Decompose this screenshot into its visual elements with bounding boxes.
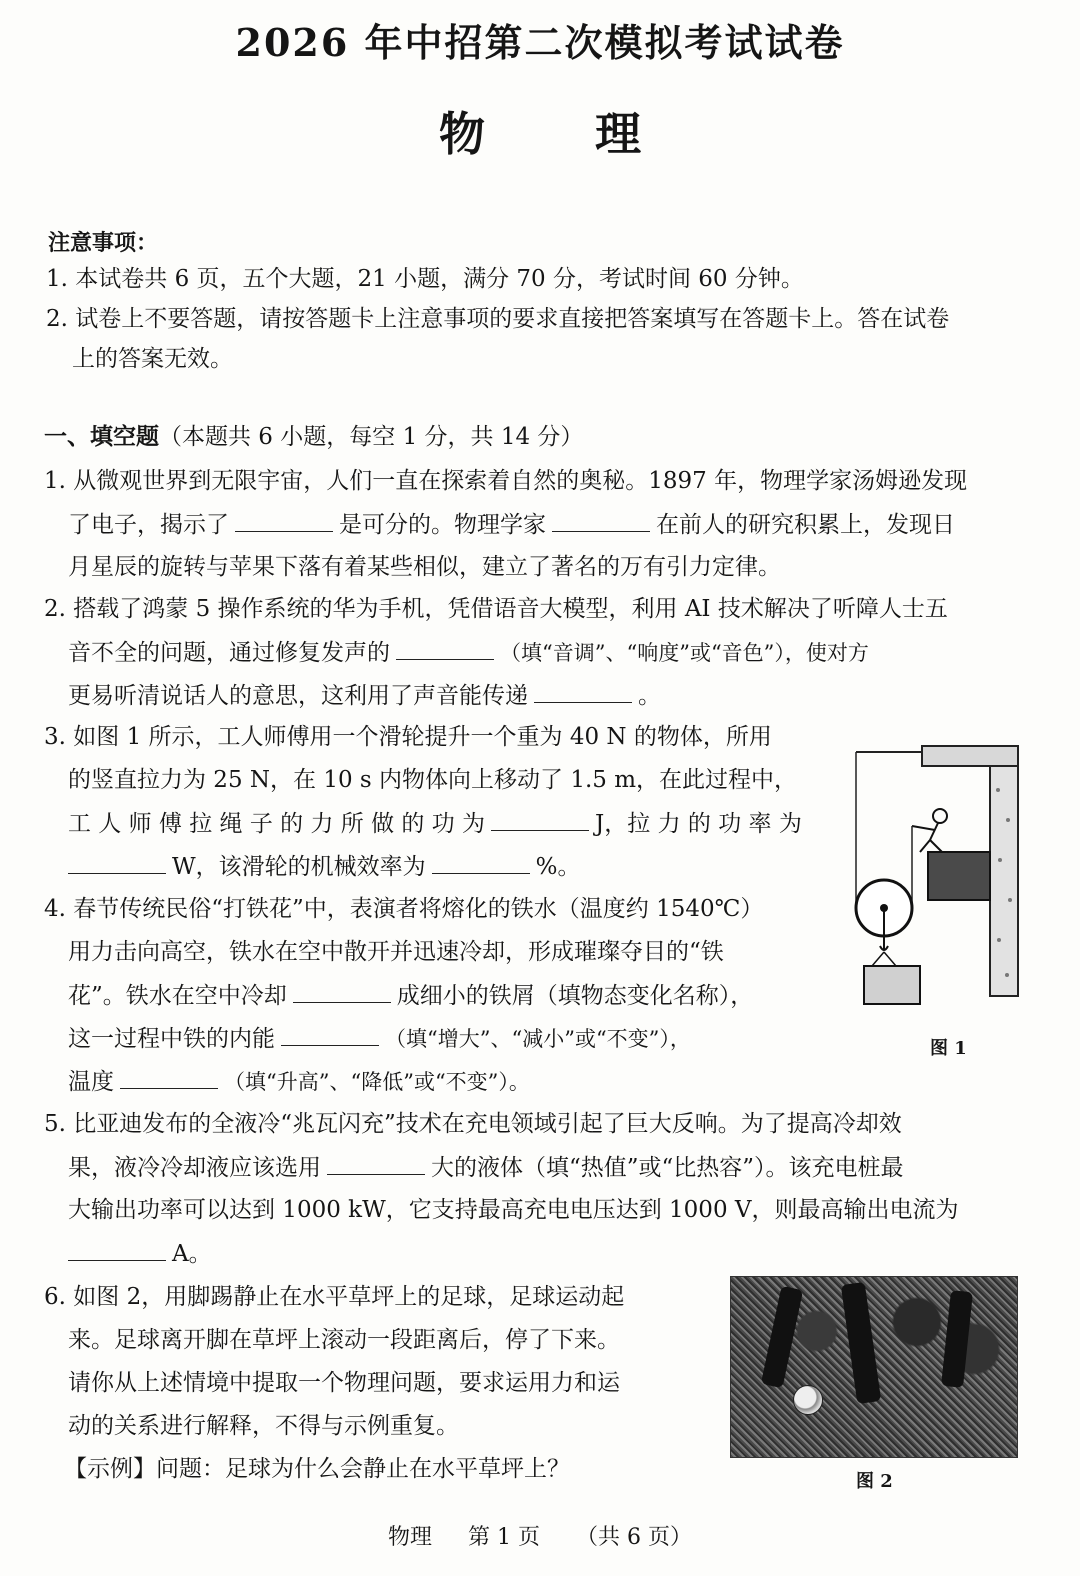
figure-1-pulley-diagram: [850, 740, 1026, 1008]
exam-title: 2026 年中招第二次模拟考试试卷: [235, 20, 845, 65]
q2-line-2: [68, 641, 869, 665]
q2-text-c: 更易听清说话人的意思，这利用了声音能传递: [68, 683, 528, 709]
figure-2-soccer-photo: [730, 1276, 1018, 1458]
q3-text-d: %。: [535, 854, 581, 880]
q4-line-3: [68, 984, 753, 1008]
q5-text-c: A。: [172, 1241, 212, 1267]
q1-line-2: [68, 513, 955, 537]
q3-line-2: 的竖直拉力为 25 N，在 10 s 内物体向上移动了 1.5 m，在此过程中，: [68, 767, 798, 793]
q4-text-b: 成细小的铁屑（填物态变化名称），: [396, 983, 754, 1009]
q3-text-b: J，拉 力 的 功 率 为: [595, 811, 802, 837]
q5-line-3: 大输出功率可以达到 1000 kW，它支持最高充电电压达到 1000 V，则最高输出电流为: [68, 1197, 959, 1223]
q4-line-4: [68, 1027, 691, 1051]
q3-line-4: [62, 855, 581, 879]
q3-text-a: 工 人 师 傅 拉 绳 子 的 力 所 做 的 功 为: [68, 811, 486, 837]
q4-text-a: 花”。铁水在空中冷却: [68, 983, 287, 1009]
notice-line-2: 2. 试卷上不要答题，请按答题卡上注意事项的要求直接把答案填写在答题卡上。答在试卷: [46, 306, 950, 332]
q2-text-d: 。: [638, 683, 661, 709]
q5-line-1: 5. 比亚迪发布的全液冷“兆瓦闪充”技术在充电领域引起了巨大反响。为了提高冷却效: [44, 1111, 902, 1137]
player-leg-shape: [761, 1286, 803, 1388]
player-leg-shape: [941, 1290, 973, 1388]
section-label: 一、填空题: [44, 423, 159, 450]
subject-title: 物理: [439, 107, 751, 161]
answer-blank: [396, 641, 494, 660]
q2-text-a: 音不全的问题，通过修复发声的: [68, 640, 390, 666]
q2-text-b: （填“音调”、“响度”或“音色”），使对方: [500, 641, 869, 665]
answer-blank: [534, 684, 632, 703]
q6-line-2: 来。足球离开脚在草坪上滚动一段距离后，停了下来。: [68, 1327, 620, 1353]
answer-blank: [68, 1242, 166, 1261]
q6-line-1: 6. 如图 2，用脚踢静止在水平草坪上的足球，足球运动起: [44, 1284, 625, 1310]
page-footer: [0, 1520, 1080, 1551]
q1-text-a: 了电子，揭示了: [68, 512, 229, 538]
footer-subject: 物理: [388, 1525, 433, 1550]
q5-text-a: 果，液冷冷却液应该选用: [68, 1155, 321, 1181]
q4-text-d: （填“增大”、“减小”或“不变”），: [385, 1027, 691, 1051]
footer-total: （共 6 页）: [576, 1525, 692, 1550]
q5-text-b: 大的液体（填“热值”或“比热容”）。该充电桩最: [431, 1155, 904, 1181]
q3-line-3: [68, 812, 802, 836]
q6-line-3: 请你从上述情境中提取一个物理问题，要求运用力和运: [68, 1370, 620, 1396]
q1-line-3: 月星辰的旋转与苹果下落有着某些相似，建立了著名的万有引力定律。: [68, 554, 781, 580]
q4-text-e: 温度: [68, 1069, 114, 1095]
answer-blank: [120, 1070, 218, 1089]
q2-line-3: [68, 684, 661, 708]
q3-text-c: W，该滑轮的机械效率为: [172, 854, 426, 880]
q1-text-b: 是可分的。物理学家: [339, 512, 546, 538]
notice-line-3: 上的答案无效。: [72, 346, 233, 372]
answer-blank: [68, 855, 166, 874]
answer-blank: [235, 513, 333, 532]
notice-line-1: 1. 本试卷共 6 页，五个大题，21 小题，满分 70 分，考试时间 60 分钟。: [46, 266, 804, 292]
q4-text-f: （填“升高”、“降低”或“不变”）。: [224, 1070, 530, 1094]
notice-heading: 注意事项：: [48, 230, 159, 256]
q5-line-4: [62, 1242, 212, 1266]
section-heading: [44, 425, 583, 449]
footer-page: 第 1 页: [468, 1525, 540, 1550]
figure-2-caption: 图 2: [856, 1471, 893, 1492]
soccer-ball-shape: [793, 1385, 823, 1415]
q6-example: 【示例】问题：足球为什么会静止在水平草坪上？: [64, 1456, 570, 1482]
player-leg-shape: [841, 1282, 881, 1404]
figure-1-caption: 图 1: [930, 1038, 967, 1059]
q2-line-1: 2. 搭载了鸿蒙 5 操作系统的华为手机，凭借语音大模型，利用 AI 技术解决了听障人士五: [44, 596, 948, 622]
answer-blank: [552, 513, 650, 532]
q5-line-2: [68, 1156, 904, 1180]
q4-line-5: [68, 1070, 530, 1094]
q4-text-c: 这一过程中铁的内能: [68, 1026, 275, 1052]
answer-blank: [293, 984, 391, 1003]
q1-line-1: 1. 从微观世界到无限宇宙，人们一直在探索着自然的奥秘。1897 年，物理学家汤姆逊发现: [44, 468, 968, 494]
q4-line-2: 用力击向高空，铁水在空中散开并迅速冷却，形成璀璨夺目的“铁: [68, 939, 724, 965]
answer-blank: [327, 1156, 425, 1175]
answer-blank: [491, 812, 589, 831]
answer-blank: [432, 855, 530, 874]
section-note: （本题共 6 小题，每空 1 分，共 14 分）: [159, 424, 584, 450]
q4-line-1: 4. 春节传统民俗“打铁花”中，表演者将熔化的铁水（温度约 1540℃）: [44, 896, 764, 922]
answer-blank: [281, 1027, 379, 1046]
q1-text-c: 在前人的研究积累上，发现日: [656, 512, 955, 538]
q3-line-1: 3. 如图 1 所示，工人师傅用一个滑轮提升一个重为 40 N 的物体，所用: [44, 724, 772, 750]
q6-line-4: 动的关系进行解释，不得与示例重复。: [68, 1413, 459, 1439]
